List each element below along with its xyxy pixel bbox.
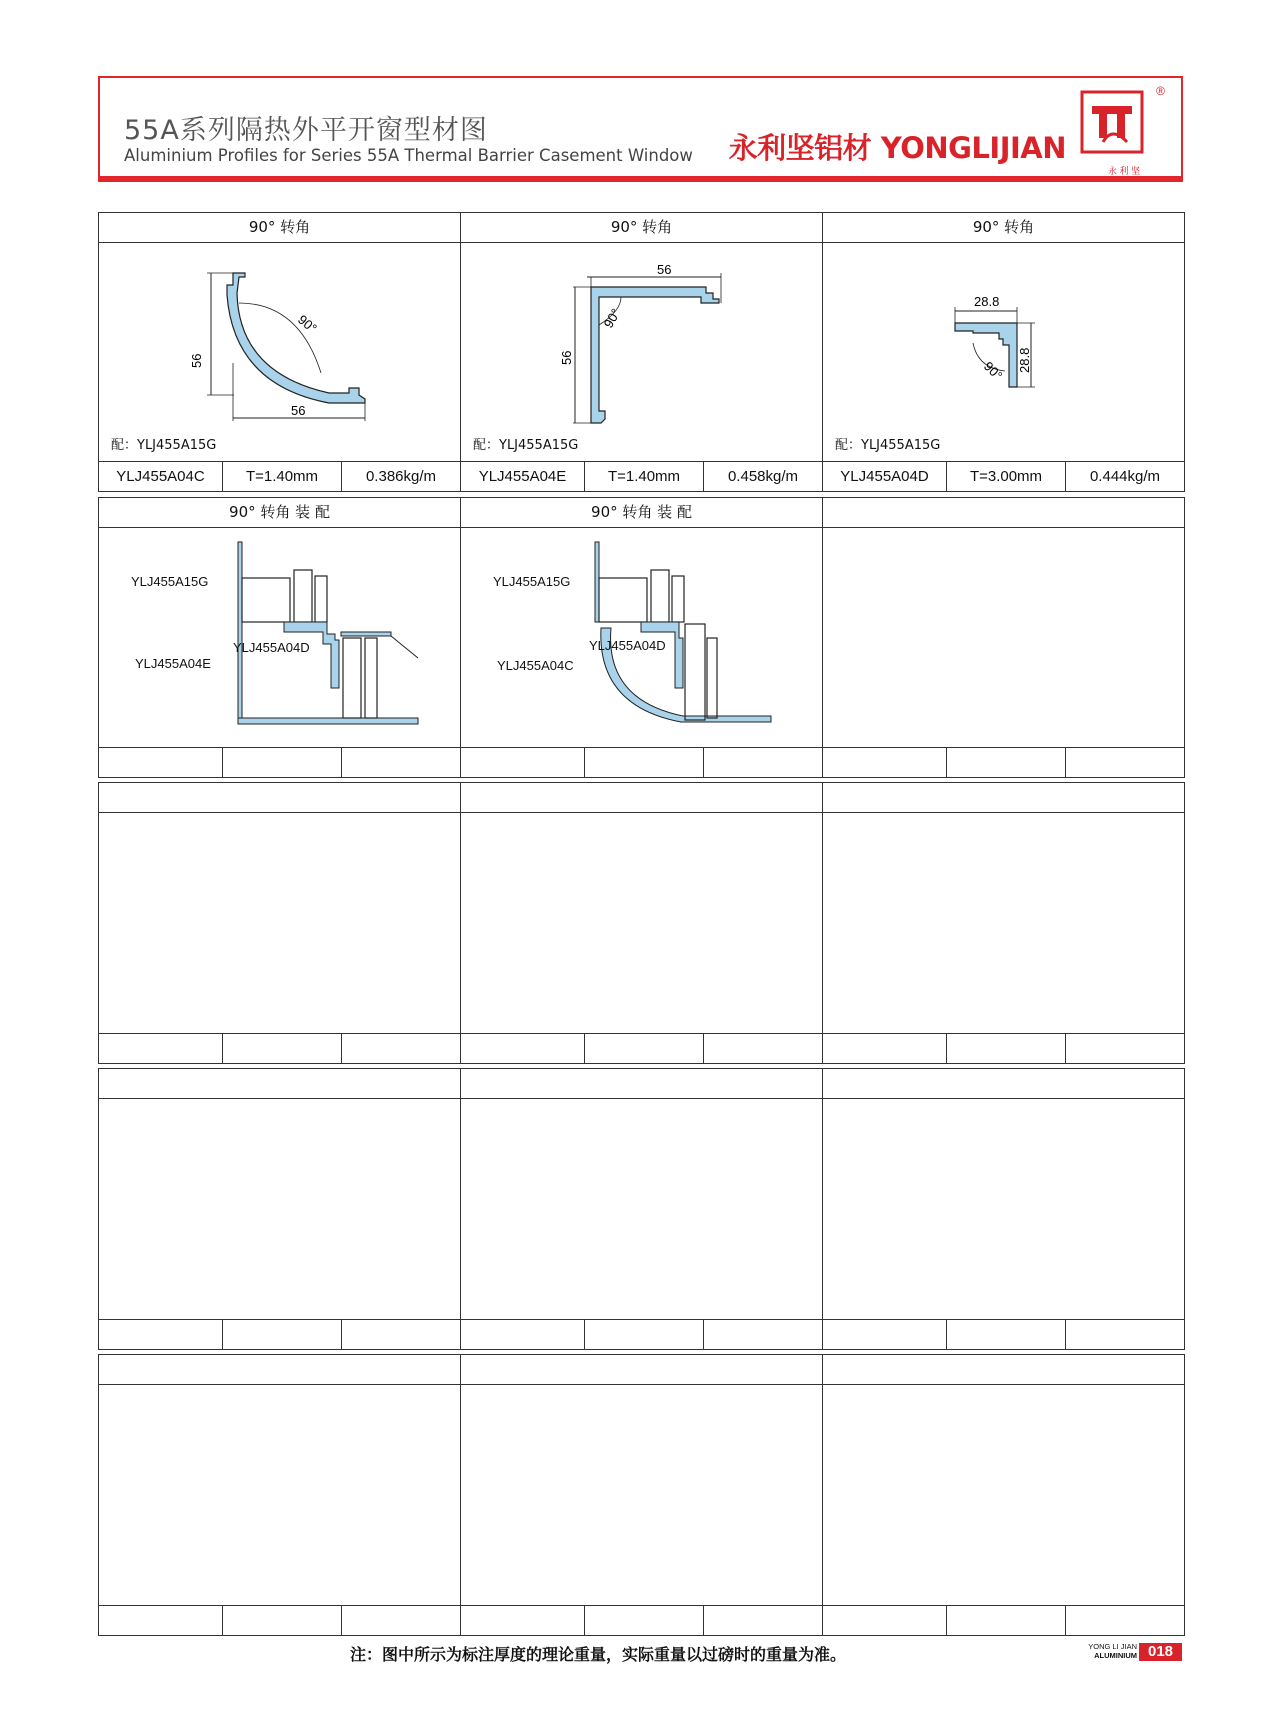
spec-row (461, 747, 822, 777)
profile-thickness: T=1.40mm (223, 462, 342, 491)
weight-note: 注：图中所示为标注厚度的理论重量，实际重量以过磅时的重量为准。 (350, 1645, 847, 1664)
empty-cell (823, 498, 1184, 777)
brand-logo-icon (1077, 88, 1147, 168)
empty-cell (461, 1355, 823, 1635)
profile-panel-row-1 (98, 212, 1185, 492)
profile-ylj455a04c-drawing (99, 243, 461, 433)
assembly-label: YLJ455A15G (493, 574, 571, 589)
dim-angle: 90° (600, 305, 624, 331)
assembly-label: YLJ455A04E (135, 656, 211, 671)
cell-caption: 90° 转角 (823, 213, 1184, 243)
match-label: 配：YLJ455A15G (111, 438, 217, 453)
profile-cell (99, 213, 461, 491)
empty-panel-row-3 (98, 782, 1185, 1064)
profile-drawing (461, 243, 822, 461)
assembly-label: YLJ455A04D (233, 640, 310, 655)
spec-row (99, 747, 460, 777)
empty-cell (823, 1355, 1184, 1635)
spec-row (461, 461, 822, 491)
profile-thickness: T=3.00mm (947, 462, 1066, 491)
profile-cell (823, 213, 1184, 491)
empty-cell (823, 1069, 1184, 1349)
empty-cell (99, 1069, 461, 1349)
footer-brand-line1: YONG LI JIAN (1088, 1642, 1137, 1651)
profile-weight: 0.386kg/m (365, 468, 437, 485)
assembly-label: YLJ455A04C (497, 658, 574, 673)
cell-caption: 90° 转角 (99, 213, 460, 243)
dim-width: 56 (657, 262, 672, 277)
profile-weight: 0.444kg/m (1089, 468, 1161, 485)
registered-mark: ® (1156, 84, 1165, 98)
dim-height: 56 (189, 353, 204, 368)
profile-code: YLJ455A04C (99, 462, 223, 491)
cell-caption: 90° 转角 装 配 (99, 498, 460, 528)
profile-code: YLJ455A04D (823, 462, 947, 491)
empty-cell (99, 1355, 461, 1635)
profile-drawing (99, 243, 460, 461)
empty-cell (461, 783, 823, 1063)
assembly-cell (99, 498, 461, 777)
dim-angle: 90° (295, 311, 320, 336)
assembly-panel-row-2 (98, 497, 1185, 778)
match-label: 配：YLJ455A15G (835, 438, 941, 453)
profile-weight: 0.458kg/m (727, 468, 799, 485)
empty-panel-row-4 (98, 1068, 1185, 1350)
profile-ylj455a04e-drawing (461, 243, 823, 433)
cell-caption: 90° 转角 (461, 213, 822, 243)
empty-cell (99, 783, 461, 1063)
page-subtitle: Aluminium Profiles for Series 55A Thermal Barrier Casement Window (124, 146, 693, 165)
logo-caption: 永 利 坚 (1107, 166, 1140, 176)
spec-row (823, 461, 1184, 491)
spec-row (823, 747, 1184, 777)
brand-name: 永利坚铝材 YONGLIJIAN (728, 131, 1066, 165)
profile-drawing (823, 243, 1184, 461)
cell-caption (823, 498, 1184, 528)
page-title: 55A系列隔热外平开窗型材图 (124, 115, 488, 146)
empty-panel-row-5 (98, 1354, 1185, 1636)
assembly-drawing (99, 528, 460, 747)
spec-row (99, 461, 460, 491)
profile-thickness: T=1.40mm (585, 462, 704, 491)
dim-height: 28.8 (1017, 347, 1032, 373)
dim-width: 56 (291, 403, 306, 418)
assembly-drawing (461, 528, 822, 747)
footer-brand-line2: ALUMINIUM (1094, 1651, 1137, 1660)
cell-caption: 90° 转角 装 配 (461, 498, 822, 528)
profile-ylj455a04d-drawing (823, 243, 1184, 433)
page-number: 018 (1139, 1643, 1182, 1661)
assembly-label: YLJ455A15G (131, 574, 209, 589)
match-label: 配：YLJ455A15G (473, 438, 579, 453)
footer-brand (1083, 1642, 1137, 1660)
empty-cell (461, 1069, 823, 1349)
dim-height: 56 (559, 350, 574, 365)
dim-width: 28.8 (974, 294, 1000, 309)
assembly-label: YLJ455A04D (589, 638, 666, 653)
profile-cell (461, 213, 823, 491)
page-header (98, 76, 1183, 182)
dim-angle: 90° (980, 358, 1006, 384)
profile-code: YLJ455A04E (461, 462, 585, 491)
assembly-a04e-drawing (99, 528, 461, 748)
assembly-cell (461, 498, 823, 777)
empty-cell (823, 783, 1184, 1063)
